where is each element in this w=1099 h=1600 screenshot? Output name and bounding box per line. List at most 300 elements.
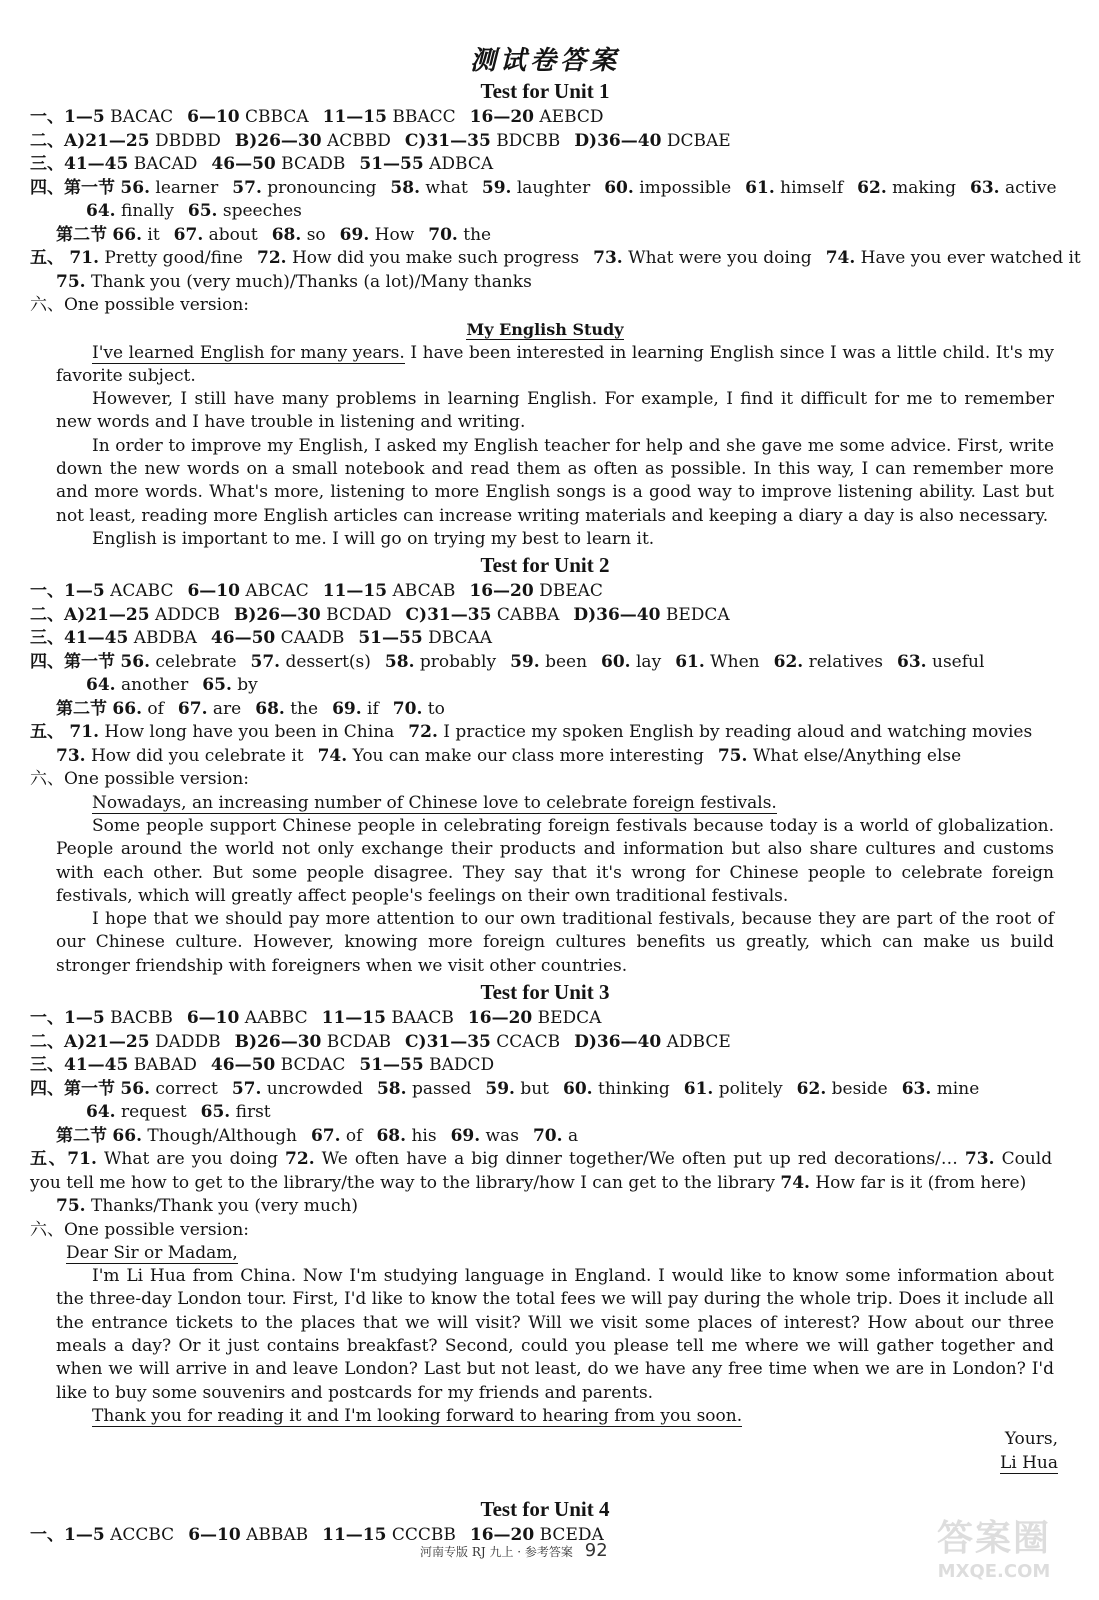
answer-text: first [235,1102,271,1123]
answer-item [826,248,1081,268]
answer-text: are [212,698,242,719]
answer-group [235,1032,391,1052]
question-number: 58. [384,651,415,672]
essay-title-text: My English Study [466,319,624,339]
answer-item [797,1079,888,1099]
section-label: 四、第一节 [30,177,115,198]
question-range: 1—5 [64,1525,105,1546]
answer-item [857,178,956,198]
answer-text: beside [831,1078,888,1099]
answer-letters: CBBCA [245,107,309,127]
section-label: 第二节 [56,224,107,245]
question-number: 64. [86,1102,116,1123]
answer-letters: DBCAA [428,628,493,649]
answer-group [211,628,344,648]
question-number: 61. [745,177,775,198]
essay-paragraph [30,342,1060,389]
answer-text: if [367,698,379,719]
watermark-text: 答案圈 [936,1518,1051,1559]
question-range: 41—45 [64,1055,129,1076]
answer-letters: ABCAB [392,581,456,602]
answer-item [385,652,496,672]
section-label: 三、 [30,628,64,649]
answer-text: What else/Anything else [752,745,962,766]
answer-item [340,225,415,245]
question-number: 60. [601,651,631,672]
answer-text: What are you doing [103,1149,278,1170]
answer-letters: BAACB [391,1008,454,1029]
answer-row [30,1054,1060,1078]
answer-group [358,628,492,648]
answer-letters: ADBCE [666,1031,731,1052]
answer-row [30,698,1060,722]
answer-letters: BABAD [133,1055,197,1076]
answer-text: Though/Although [147,1125,297,1146]
question-number: 70. [392,698,423,719]
answer-letters: ABBAB [246,1525,309,1546]
answer-item [56,272,532,292]
answer-text: How long have you been in China [104,722,395,743]
answer-text: Pretty good/fine [104,248,243,268]
answer-letters: DCBAE [666,130,731,151]
essay-paragraph: I'm Li Hua from China. Now I'm studying language in England. I would like to know some information about the three-day London tour. First, I'd like to know the total fees we will pay during the whole trip. Does it include all the entrance tickets to the places that we will visit? Will we visit some places of interest? How about our three meals a day? Or it just contains breakfast? Second, could you please tell me where we will gather together and when we will arrive in and leave London? Last but not least, do we have any free time when we are in London? I'd like to buy some souvenirs and postcards for my friends and parents. [56,1266,1054,1403]
answer-group [187,107,309,127]
answer-text: thinking [598,1078,670,1099]
answer-group [234,605,392,625]
answer-row [30,1007,1060,1031]
answer-row [30,1125,1060,1149]
answer-item [684,1079,783,1099]
section-label: 六、One possible version: [30,1219,249,1240]
answer-text: celebrate [155,651,237,672]
answer-item [69,722,394,742]
question-number: 65. [202,675,232,696]
question-number: 69. [332,698,362,719]
answer-letters: ABCAC [245,581,309,602]
question-number: 71. [67,1149,97,1170]
question-number: 75. [56,1196,86,1217]
answer-text: You can make our class more interesting [352,745,704,766]
letter-closing: Yours, [1004,1429,1058,1450]
section-label: 二、 [30,604,64,625]
section-label: 六、One possible version: [30,769,249,790]
answer-text: politely [718,1078,783,1099]
answer-letters: BADCD [429,1055,495,1076]
essay-paragraph: However, I still have many problems in learning English. For example, I find it difficult for me to remember new words and I have trouble in listening and writing. [56,389,1054,433]
answer-item [69,248,243,268]
question-number: 57. [232,177,262,198]
answer-text: the [463,224,492,245]
answer-item [272,225,326,245]
answer-letters: ABDBA [133,628,197,649]
question-number: 70. [428,224,458,245]
question-range: 6—10 [187,581,240,602]
answer-row [30,1195,1060,1219]
answer-item [482,178,590,198]
question-range: 16—20 [467,1008,533,1029]
question-number: 71. [69,722,99,743]
answer-text: but [520,1078,550,1099]
section-label: 五、 [30,248,64,268]
section-label: 一、 [30,1008,64,1029]
section-label: 第二节 [56,698,107,719]
question-range: A)21—25 [64,1031,150,1052]
answer-letters: CCCBB [391,1525,456,1546]
question-number: 75. [717,745,748,766]
answer-text: mine [936,1078,980,1099]
question-number: 64. [86,675,116,696]
answer-text: Have you ever watched it [860,248,1081,268]
answer-item [604,178,731,198]
answer-letters: DBEAC [539,581,603,602]
answer-row [30,177,1060,201]
answer-group [322,1008,454,1028]
answer-item [112,225,159,245]
answer-item [202,675,257,695]
question-range: D)36—40 [574,130,662,151]
answer-item [332,699,379,719]
answer-item [593,248,812,268]
answer-text: laughter [516,177,591,198]
section-label: 六、One possible version: [30,295,249,315]
answer-text: to [427,698,445,719]
question-number: 72. [408,722,438,743]
answer-letters: DBDBD [154,130,221,151]
underlined-sentence: Thank you for reading it and I'm looking forward to hearing from you soon. [92,1405,743,1426]
question-number: 62. [857,177,887,198]
question-number: 67. [310,1125,341,1146]
answer-text: correct [155,1078,218,1099]
section-label: 第二节 [56,1125,107,1146]
answer-item [970,178,1057,198]
answer-group [405,1032,560,1052]
answer-letters: BEDCA [665,604,730,625]
answer-item [897,652,984,672]
answer-item [255,699,318,719]
answer-row [30,224,1060,248]
question-number: 60. [563,1078,593,1099]
answer-text: making [892,177,956,198]
footer-text: 河南专版 RJ 九上 · 参考答案 [420,1545,573,1559]
answer-text: impossible [639,177,732,198]
question-number: 63. [969,177,1000,198]
answer-item [188,201,302,221]
question-number: 59. [510,651,540,672]
answer-item [86,675,188,695]
essay-paragraph: I hope that we should pay more attention to our own traditional festivals, because they are part of the root of our Chinese culture. However, knowing more foreign cultures benefits us greatly, which can make us build stronger friendship with foreigners when we visit other countries. [56,909,1054,976]
answer-letters: BCDAB [326,1031,391,1052]
answer-row [30,1078,1060,1102]
answer-group [359,154,493,174]
answer-group [406,605,560,625]
question-number: 68. [255,698,285,719]
answer-item [745,178,843,198]
underlined-sentence: Nowadays, an increasing number of Chinese love to celebrate foreign festivals. [92,792,777,813]
answer-letters: CABBA [496,604,560,625]
answer-letters: ADDCB [154,604,221,625]
essay-paragraph: English is important to me. I will go on trying my best to learn it. [92,528,655,549]
question-number: 66. [112,698,142,719]
answer-text: been [545,651,588,672]
answer-text: so [306,224,326,245]
answer-item [563,1079,670,1099]
paragraph-text: I have been interested in learning English since I was a little child. It's my favorite subject. [56,342,1055,386]
question-number: 68. [271,224,302,245]
answer-group [235,131,391,151]
answer-item [112,1126,297,1146]
question-range: 6—10 [186,1008,240,1029]
question-number: 63. [901,1078,932,1099]
question-number: 57. [231,1078,262,1099]
unit-heading: Test for Unit 2 [480,553,610,578]
question-number: 73. [964,1149,995,1170]
question-number: 57. [250,651,281,672]
watermark-url: MXQE.COM [937,1561,1051,1582]
answer-letters: CAADB [280,628,345,649]
answer-text: of [147,698,164,719]
answer-item [112,699,164,719]
underlined-sentence: I've learned English for many years. [92,342,405,363]
answer-row [30,745,1060,769]
answer-group [573,605,729,625]
essay-paragraph: Some people support Chinese people in celebrating foreign festivals because today is a world of globalization. People around the world not only exchange their products and information but also share cultures and customs with each other. But some people disagree. They say that it's wrong for Chinese people to celebrate foreign festivals, which will greatly affect people's feelings on their own traditional festivals. [56,815,1054,906]
question-range: 51—55 [359,154,424,174]
answer-item [232,178,376,198]
answer-group [211,1055,345,1075]
answer-letters: ADBCA [429,154,494,174]
answer-item [902,1079,980,1099]
question-number: 74. [317,745,348,766]
question-number: 67. [177,698,208,719]
answer-letters: BCDAC [280,1055,346,1076]
unit-heading: Test for Unit 1 [480,79,610,103]
section-label: 四、第一节 [30,651,115,672]
answer-letters: ACABC [110,581,174,602]
question-number: 73. [56,745,86,766]
question-range: A)21—25 [64,130,150,151]
answer-item [718,746,961,766]
question-number: 67. [173,224,204,245]
question-number: 69. [339,224,370,245]
answer-item [428,225,491,245]
answer-content [30,79,1081,1548]
question-number: 73. [593,248,623,268]
answer-text: How far is it (from here) [815,1172,1027,1193]
answer-item [120,178,218,198]
answer-letters: BDCBB [496,130,561,151]
answer-text: Thanks/Thank you (very much) [90,1196,358,1217]
answer-group [64,154,197,174]
answer-item [120,1079,217,1099]
answer-item [510,652,587,672]
answer-letters: BCDAD [326,604,392,625]
page-number: 92 [584,1540,608,1561]
answer-letters: ACCBC [110,1525,175,1546]
answer-item [376,1126,436,1146]
answer-text: passed [411,1078,472,1099]
greeting-text: Dear Sir or Madam, [66,1243,238,1264]
answer-item [311,1126,363,1146]
answer-letters: BCADB [281,154,346,174]
answer-item [485,1079,549,1099]
question-range: D)36—40 [574,1031,662,1052]
question-number: 70. [532,1125,563,1146]
question-range: 1—5 [64,1008,105,1029]
answer-text: himself [780,177,844,198]
question-number: 62. [796,1078,827,1099]
unit-heading: Test for Unit 4 [480,1497,610,1522]
question-range: B)26—30 [234,130,322,151]
question-number: 61. [683,1078,714,1099]
answer-group [359,1055,494,1075]
answer-row [30,130,1060,154]
question-number: 66. [112,224,142,245]
question-range: 46—50 [210,628,276,649]
answer-letters: CCACB [496,1031,561,1052]
answer-letters: BACAC [110,107,174,127]
section-label: 四、第一节 [30,1078,115,1099]
answer-text: relatives [808,651,884,672]
question-range: 11—15 [322,581,388,602]
answer-text: of [345,1125,363,1146]
answer-row [30,604,1060,628]
answer-text: a [567,1125,579,1146]
essay-paragraph [30,792,1060,815]
answer-group [64,605,220,625]
question-number: 61. [675,651,705,672]
answer-group [187,581,308,601]
answer-item [377,1079,471,1099]
answer-group [64,1525,174,1545]
answer-letters: BACAD [133,154,198,174]
answer-row [30,153,1060,177]
answer-text: dessert(s) [285,651,371,672]
answer-letters: BACBB [110,1008,173,1029]
unit-heading: Test for Unit 3 [480,980,610,1005]
answer-group [64,107,173,127]
answer-row [30,271,1060,295]
answer-letters: AABBC [244,1008,308,1029]
question-number: 56. [120,177,150,198]
answer-group [187,1008,308,1028]
answer-row [30,1148,1060,1195]
question-range: C)31—35 [404,130,491,151]
question-range: B)26—30 [234,604,321,625]
page-title: 测试卷答案 [469,46,620,76]
question-range: 16—20 [469,107,534,127]
question-range: B)26—30 [234,1031,322,1052]
answer-row [30,651,1060,675]
answer-item [201,1102,271,1122]
answer-text: We often have a big dinner together/We often put up red decorations/… [321,1149,958,1170]
essay-title [30,318,1060,342]
answer-item [774,652,883,672]
answer-item [533,1126,578,1146]
answer-row [30,721,1060,745]
answer-group [469,581,603,601]
question-number: 58. [376,1078,407,1099]
question-range: 11—15 [322,107,387,127]
question-range: 51—55 [358,628,423,649]
answer-text: Could you tell me how to get to the library/the way to the library/how I can get to the library [30,1149,1053,1193]
answer-group [64,1008,173,1028]
answer-letters: AEBCD [539,107,604,127]
question-number: 72. [257,248,287,268]
answer-text: learner [155,177,219,198]
answer-text: was [485,1125,519,1146]
question-range: 11—15 [321,1008,386,1029]
question-range: C)31—35 [405,1031,491,1052]
question-number: 66. [112,1125,142,1146]
question-range: 46—50 [211,154,276,174]
question-range: 11—15 [322,1525,387,1546]
watermark-logo [909,1510,1079,1590]
answer-item [318,746,704,766]
answer-item [408,722,1032,742]
letter-signature [30,1452,1060,1476]
answer-group [470,107,604,127]
question-number: 63. [897,651,927,672]
answer-letters: DADDB [154,1031,221,1052]
answer-item [178,699,241,719]
question-number: 71. [69,248,99,268]
question-range: D)36—40 [573,604,661,625]
answer-letters: BCEDA [539,1525,604,1546]
answer-group [574,131,730,151]
question-number: 64. [86,201,116,221]
answer-text: finally [120,201,174,221]
answer-row [30,200,1060,224]
answer-text: useful [932,651,985,672]
answer-text: by [237,675,258,696]
answer-group [405,131,560,151]
answer-item [86,201,174,221]
question-number: 56. [120,1078,150,1099]
question-range: 16—20 [469,1525,535,1546]
answer-item [232,1079,363,1099]
answer-text: his [411,1125,437,1146]
answer-text: what [425,177,468,198]
question-number: 65. [187,201,218,221]
answer-item [675,652,759,672]
section-label: 五、 [30,1149,68,1170]
question-number: 62. [773,651,804,672]
answer-row [30,106,1060,130]
answer-page [30,40,1081,1548]
answer-text: When [710,651,760,672]
answer-item [120,652,236,672]
answer-group [323,581,456,601]
answer-text: speeches [222,201,302,221]
answer-text: the [290,698,319,719]
question-range: 46—50 [210,1055,276,1076]
question-range: A)21—25 [64,604,150,625]
section-label: 三、 [30,154,64,174]
answer-text: another [120,675,189,696]
answer-group [574,1032,731,1052]
question-number: 58. [390,177,420,198]
question-number: 69. [450,1125,481,1146]
answer-text: pronouncing [267,177,377,198]
question-range: 1—5 [64,581,105,602]
answer-group [323,107,456,127]
answer-item [174,225,258,245]
question-range: 6—10 [188,1525,241,1546]
question-range: 41—45 [64,628,129,649]
answer-group [211,154,345,174]
question-range: 6—10 [187,107,240,127]
question-number: 59. [481,177,512,198]
